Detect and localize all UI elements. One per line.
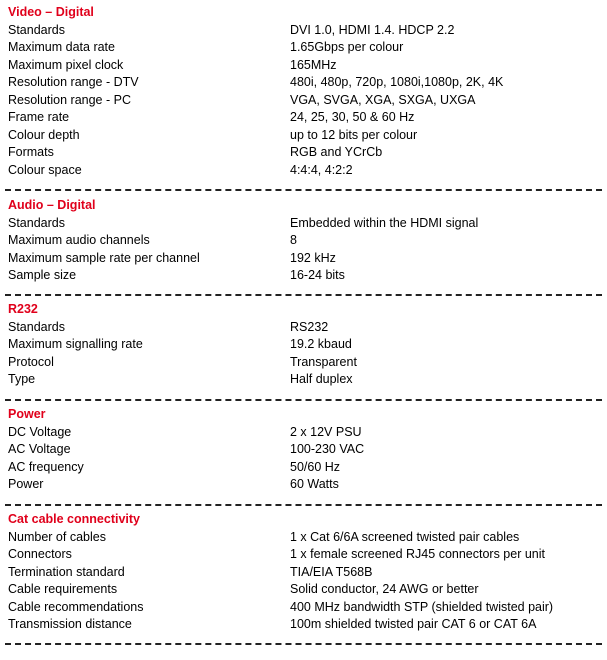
spec-row	[0, 546, 607, 564]
spec-value: 60 Watts	[290, 477, 339, 491]
spec-row	[0, 144, 607, 162]
section-title: Audio – Digital	[8, 198, 96, 212]
spec-value: 8	[290, 233, 297, 247]
spec-row	[0, 39, 607, 57]
spec-value: 4:4:4, 4:2:2	[290, 162, 353, 177]
spec-row	[0, 476, 607, 494]
spec-row	[0, 74, 607, 92]
spec-row	[0, 232, 607, 250]
spec-row	[0, 319, 607, 337]
spec-value: 480i, 480p, 720p, 1080i,1080p, 2K, 4K	[290, 75, 504, 89]
section-divider	[5, 294, 602, 296]
spec-label: Standards	[8, 215, 65, 230]
spec-label: Colour space	[8, 162, 82, 177]
spec-label: Resolution range - PC	[8, 92, 131, 107]
spec-label: Power	[8, 477, 44, 491]
section-title: Power	[8, 407, 46, 421]
spec-label: Type	[8, 372, 36, 386]
spec-row	[0, 250, 607, 268]
spec-value: RS232	[290, 319, 329, 334]
spec-row	[0, 564, 607, 582]
spec-value: TIA/EIA T568B	[290, 564, 373, 579]
spec-row	[0, 57, 607, 75]
spec-row	[0, 336, 607, 354]
spec-value: Embedded within the HDMI signal	[290, 215, 479, 230]
spec-row	[0, 109, 607, 127]
spec-row	[0, 371, 607, 389]
spec-value: 2 x 12V PSU	[290, 424, 362, 439]
spec-label: Colour depth	[8, 127, 80, 142]
spec-label: Resolution range - DTV	[8, 75, 139, 89]
spec-value: 100-230 VAC	[290, 442, 365, 456]
spec-label: Cable recommendations	[8, 599, 144, 614]
spec-label: AC frequency	[8, 459, 84, 474]
spec-label: Number of cables	[8, 529, 106, 544]
section-divider	[5, 643, 602, 645]
spec-label: DC Voltage	[8, 424, 72, 439]
spec-value: 100m shielded twisted pair CAT 6 or CAT 6A	[290, 617, 537, 631]
spec-value: 19.2 kbaud	[290, 337, 352, 351]
spec-label: Maximum pixel clock	[8, 57, 124, 72]
spec-row	[0, 162, 607, 180]
spec-value: 50/60 Hz	[290, 459, 341, 474]
spec-value: 24, 25, 30, 50 & 60 Hz	[290, 110, 415, 124]
spec-label: Maximum data rate	[8, 40, 115, 54]
spec-row	[0, 459, 607, 477]
spec-row	[0, 441, 607, 459]
spec-value: RGB and YCrCb	[290, 145, 383, 159]
spec-label: Sample size	[8, 268, 77, 282]
section-divider	[5, 189, 602, 191]
section-title: R232	[8, 302, 38, 316]
spec-row	[0, 599, 607, 617]
spec-label: AC Voltage	[8, 442, 71, 456]
spec-value: 1 x female screened RJ45 connectors per unit	[290, 547, 545, 561]
spec-value: Half duplex	[290, 372, 353, 386]
spec-row	[0, 424, 607, 442]
spec-row	[0, 22, 607, 40]
spec-value: 16-24 bits	[290, 268, 345, 282]
spec-label: Protocol	[8, 354, 54, 369]
spec-value: VGA, SVGA, XGA, SXGA, UXGA	[290, 92, 476, 107]
spec-label: Maximum audio channels	[8, 233, 150, 247]
spec-value: Transparent	[290, 354, 357, 369]
spec-value: up to 12 bits per colour	[290, 127, 418, 142]
spec-row	[0, 529, 607, 547]
spec-row	[0, 581, 607, 599]
spec-row	[0, 354, 607, 372]
spec-label: Frame rate	[8, 110, 70, 124]
spec-value: DVI 1.0, HDMI 1.4. HDCP 2.2	[290, 22, 455, 37]
spec-value: 1.65Gbps per colour	[290, 40, 404, 54]
spec-value: 165MHz	[290, 57, 337, 72]
spec-row	[0, 616, 607, 634]
spec-label: Formats	[8, 145, 54, 159]
spec-row	[0, 215, 607, 233]
spec-label: Cable requirements	[8, 582, 118, 596]
section-title: Cat cable connectivity	[8, 512, 140, 526]
spec-value: Solid conductor, 24 AWG or better	[290, 582, 479, 596]
spec-label: Maximum signalling rate	[8, 337, 143, 351]
spec-label: Connectors	[8, 547, 72, 561]
spec-row	[0, 267, 607, 285]
section-divider	[5, 504, 602, 506]
spec-label: Standards	[8, 22, 65, 37]
spec-row	[0, 127, 607, 145]
spec-row	[0, 92, 607, 110]
spec-label: Transmission distance	[8, 617, 132, 631]
spec-label: Standards	[8, 319, 65, 334]
spec-value: 192 kHz	[290, 250, 336, 265]
section-title: Video – Digital	[8, 5, 94, 19]
spec-label: Maximum sample rate per channel	[8, 250, 200, 265]
spec-value: 400 MHz bandwidth STP (shielded twisted pair)	[290, 599, 554, 614]
spec-label: Termination standard	[8, 564, 125, 579]
section-divider	[5, 399, 602, 401]
spec-value: 1 x Cat 6/6A screened twisted pair cables	[290, 529, 520, 544]
